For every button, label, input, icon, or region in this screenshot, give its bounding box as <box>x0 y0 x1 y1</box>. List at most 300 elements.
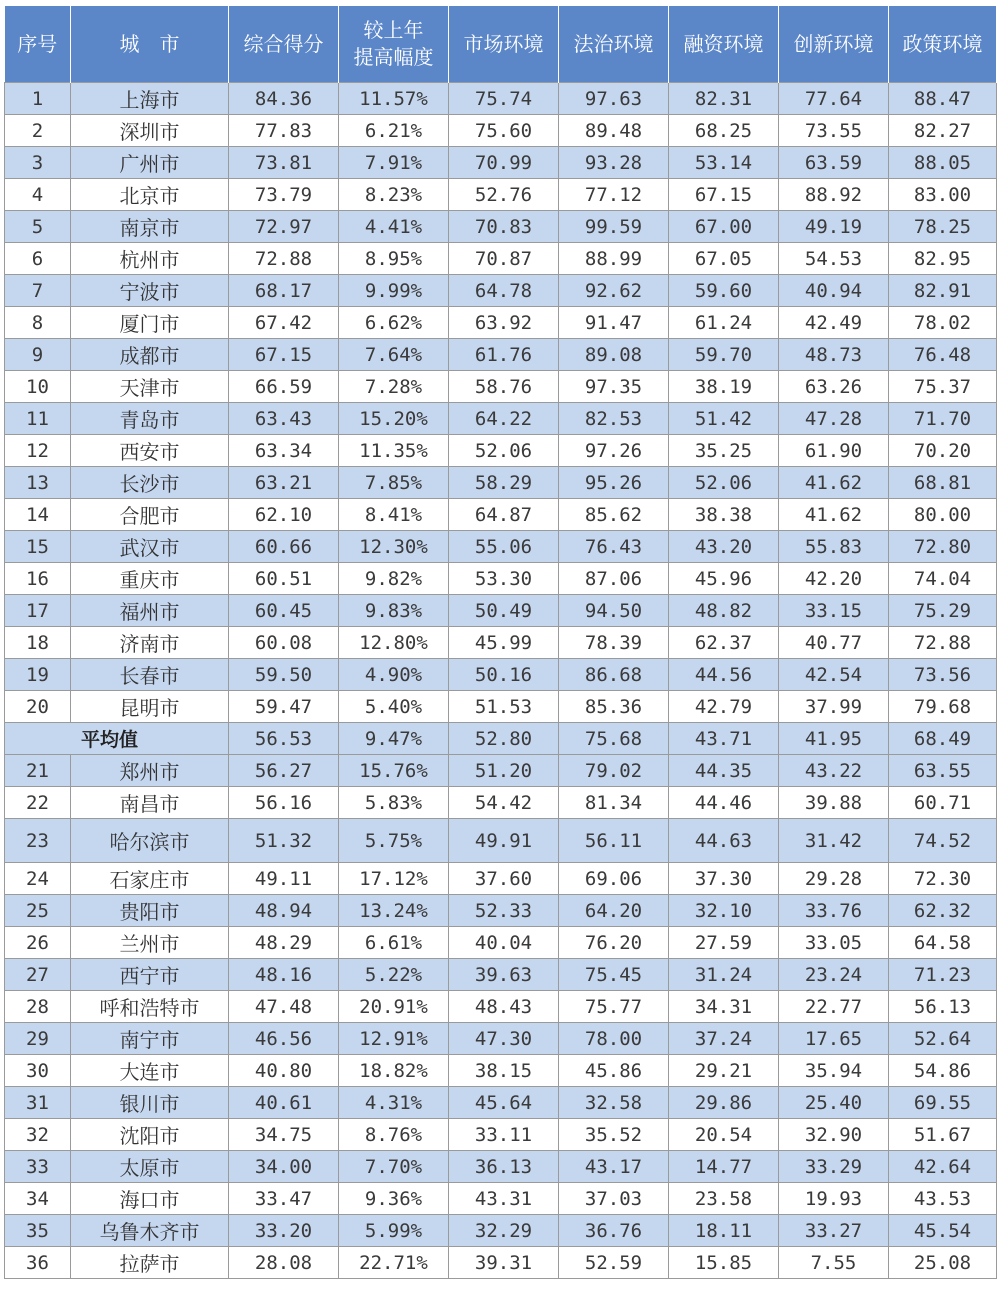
finance-cell: 82.31 <box>669 83 779 115</box>
market-cell: 36.13 <box>449 1151 559 1183</box>
score-cell: 34.75 <box>229 1119 339 1151</box>
score-cell: 67.15 <box>229 339 339 371</box>
score-cell: 60.45 <box>229 595 339 627</box>
innovation-cell: 35.94 <box>779 1055 889 1087</box>
score-cell: 72.88 <box>229 243 339 275</box>
law-cell: 89.08 <box>559 339 669 371</box>
finance-cell: 38.38 <box>669 499 779 531</box>
rank-cell: 21 <box>5 755 71 787</box>
market-cell: 49.91 <box>449 819 559 863</box>
law-cell: 82.53 <box>559 403 669 435</box>
rank-cell: 31 <box>5 1087 71 1119</box>
finance-cell: 43.20 <box>669 531 779 563</box>
innovation-cell: 63.26 <box>779 371 889 403</box>
score-cell: 59.50 <box>229 659 339 691</box>
market-cell: 45.99 <box>449 627 559 659</box>
city-cell: 青岛市 <box>71 403 229 435</box>
law-cell: 86.68 <box>559 659 669 691</box>
growth-cell: 13.24% <box>339 895 449 927</box>
market-cell: 70.99 <box>449 147 559 179</box>
finance-cell: 32.10 <box>669 895 779 927</box>
table-row <box>5 1215 997 1247</box>
finance-cell: 35.25 <box>669 435 779 467</box>
market-cell: 70.87 <box>449 243 559 275</box>
rank-cell: 18 <box>5 627 71 659</box>
market-cell: 55.06 <box>449 531 559 563</box>
growth-cell: 17.12% <box>339 863 449 895</box>
law-cell: 56.11 <box>559 819 669 863</box>
finance-cell: 29.86 <box>669 1087 779 1119</box>
market-cell: 75.60 <box>449 115 559 147</box>
law-cell: 37.03 <box>559 1183 669 1215</box>
policy-cell: 64.58 <box>889 927 997 959</box>
score-cell: 68.17 <box>229 275 339 307</box>
rank-cell: 15 <box>5 531 71 563</box>
score-cell: 77.83 <box>229 115 339 147</box>
finance-cell: 44.63 <box>669 819 779 863</box>
law-cell: 97.26 <box>559 435 669 467</box>
city-cell: 杭州市 <box>71 243 229 275</box>
growth-cell: 6.61% <box>339 927 449 959</box>
policy-cell: 82.27 <box>889 115 997 147</box>
innovation-cell: 41.62 <box>779 499 889 531</box>
market-cell: 52.76 <box>449 179 559 211</box>
city-cell: 成都市 <box>71 339 229 371</box>
rank-cell: 35 <box>5 1215 71 1247</box>
law-cell: 97.63 <box>559 83 669 115</box>
growth-cell: 5.40% <box>339 691 449 723</box>
innovation-cell: 47.28 <box>779 403 889 435</box>
growth-cell: 7.28% <box>339 371 449 403</box>
innovation-cell: 32.90 <box>779 1119 889 1151</box>
table-row <box>5 211 997 243</box>
growth-cell: 9.83% <box>339 595 449 627</box>
policy-cell: 74.04 <box>889 563 997 595</box>
growth-cell: 18.82% <box>339 1055 449 1087</box>
law-cell: 36.76 <box>559 1215 669 1247</box>
policy-cell: 75.37 <box>889 371 997 403</box>
law-cell: 75.77 <box>559 991 669 1023</box>
rank-cell: 13 <box>5 467 71 499</box>
growth-cell: 9.99% <box>339 275 449 307</box>
finance-cell: 48.82 <box>669 595 779 627</box>
growth-cell: 7.64% <box>339 339 449 371</box>
table-row <box>5 1023 997 1055</box>
policy-cell: 83.00 <box>889 179 997 211</box>
policy-cell: 70.20 <box>889 435 997 467</box>
city-cell: 太原市 <box>71 1151 229 1183</box>
market-cell: 61.76 <box>449 339 559 371</box>
table-row <box>5 467 997 499</box>
rank-cell: 2 <box>5 115 71 147</box>
policy-cell: 68.49 <box>889 723 997 755</box>
city-cell: 重庆市 <box>71 563 229 595</box>
rank-cell: 25 <box>5 895 71 927</box>
growth-cell: 15.76% <box>339 755 449 787</box>
rank-cell: 30 <box>5 1055 71 1087</box>
growth-cell: 5.22% <box>339 959 449 991</box>
policy-cell: 51.67 <box>889 1119 997 1151</box>
market-cell: 53.30 <box>449 563 559 595</box>
market-cell: 64.87 <box>449 499 559 531</box>
city-cell: 兰州市 <box>71 927 229 959</box>
innovation-cell: 63.59 <box>779 147 889 179</box>
policy-cell: 69.55 <box>889 1087 997 1119</box>
table-row <box>5 927 997 959</box>
score-cell: 60.66 <box>229 531 339 563</box>
finance-cell: 34.31 <box>669 991 779 1023</box>
policy-cell: 54.86 <box>889 1055 997 1087</box>
innovation-cell: 40.77 <box>779 627 889 659</box>
law-cell: 76.20 <box>559 927 669 959</box>
finance-cell: 37.30 <box>669 863 779 895</box>
rank-cell: 26 <box>5 927 71 959</box>
finance-cell: 37.24 <box>669 1023 779 1055</box>
table-row <box>5 307 997 339</box>
finance-cell: 62.37 <box>669 627 779 659</box>
policy-cell: 60.71 <box>889 787 997 819</box>
finance-cell: 44.46 <box>669 787 779 819</box>
finance-cell: 23.58 <box>669 1183 779 1215</box>
average-label: 平均值 <box>5 723 229 755</box>
market-cell: 43.31 <box>449 1183 559 1215</box>
table-row <box>5 563 997 595</box>
growth-cell: 8.76% <box>339 1119 449 1151</box>
table-row <box>5 863 997 895</box>
law-cell: 97.35 <box>559 371 669 403</box>
law-cell: 87.06 <box>559 563 669 595</box>
policy-cell: 62.32 <box>889 895 997 927</box>
city-cell: 宁波市 <box>71 275 229 307</box>
city-cell: 郑州市 <box>71 755 229 787</box>
rank-cell: 19 <box>5 659 71 691</box>
growth-cell: 22.71% <box>339 1247 449 1279</box>
city-cell: 西安市 <box>71 435 229 467</box>
law-cell: 99.59 <box>559 211 669 243</box>
city-cell: 大连市 <box>71 1055 229 1087</box>
table-row <box>5 115 997 147</box>
city-cell: 深圳市 <box>71 115 229 147</box>
innovation-cell: 25.40 <box>779 1087 889 1119</box>
innovation-cell: 48.73 <box>779 339 889 371</box>
finance-cell: 29.21 <box>669 1055 779 1087</box>
growth-cell: 12.91% <box>339 1023 449 1055</box>
policy-cell: 71.23 <box>889 959 997 991</box>
score-cell: 49.11 <box>229 863 339 895</box>
city-cell: 济南市 <box>71 627 229 659</box>
table-header-row <box>5 6 997 83</box>
finance-cell: 43.71 <box>669 723 779 755</box>
rank-cell: 11 <box>5 403 71 435</box>
score-cell: 72.97 <box>229 211 339 243</box>
policy-cell: 79.68 <box>889 691 997 723</box>
city-cell: 上海市 <box>71 83 229 115</box>
growth-cell: 4.31% <box>339 1087 449 1119</box>
city-cell: 广州市 <box>71 147 229 179</box>
growth-cell: 7.70% <box>339 1151 449 1183</box>
policy-header: 政策环境 <box>889 6 997 83</box>
finance-cell: 51.42 <box>669 403 779 435</box>
table-row <box>5 371 997 403</box>
city-cell: 西宁市 <box>71 959 229 991</box>
ranking-table <box>4 6 997 1279</box>
policy-cell: 25.08 <box>889 1247 997 1279</box>
rank-cell: 6 <box>5 243 71 275</box>
table-row <box>5 787 997 819</box>
law-cell: 75.45 <box>559 959 669 991</box>
table-row <box>5 339 997 371</box>
law-cell: 78.39 <box>559 627 669 659</box>
law-cell: 81.34 <box>559 787 669 819</box>
city-cell: 合肥市 <box>71 499 229 531</box>
market-cell: 39.63 <box>449 959 559 991</box>
innovation-cell: 42.54 <box>779 659 889 691</box>
finance-cell: 45.96 <box>669 563 779 595</box>
city-cell: 沈阳市 <box>71 1119 229 1151</box>
score-cell: 63.43 <box>229 403 339 435</box>
policy-cell: 42.64 <box>889 1151 997 1183</box>
market-cell: 37.60 <box>449 863 559 895</box>
city-header: 城 市 <box>71 6 229 83</box>
innovation-cell: 41.62 <box>779 467 889 499</box>
score-cell: 60.08 <box>229 627 339 659</box>
innovation-cell: 43.22 <box>779 755 889 787</box>
innovation-cell: 73.55 <box>779 115 889 147</box>
market-cell: 51.20 <box>449 755 559 787</box>
score-cell: 46.56 <box>229 1023 339 1055</box>
law-cell: 95.26 <box>559 467 669 499</box>
policy-cell: 88.47 <box>889 83 997 115</box>
table-row <box>5 83 997 115</box>
policy-cell: 78.25 <box>889 211 997 243</box>
innovation-cell: 77.64 <box>779 83 889 115</box>
finance-cell: 14.77 <box>669 1151 779 1183</box>
city-cell: 天津市 <box>71 371 229 403</box>
innovation-cell: 55.83 <box>779 531 889 563</box>
market-cell: 47.30 <box>449 1023 559 1055</box>
score-cell: 48.29 <box>229 927 339 959</box>
city-cell: 长春市 <box>71 659 229 691</box>
policy-cell: 52.64 <box>889 1023 997 1055</box>
innovation-cell: 54.53 <box>779 243 889 275</box>
rank-cell: 5 <box>5 211 71 243</box>
law-cell: 85.62 <box>559 499 669 531</box>
growth-header: 较上年 提高幅度 <box>339 6 449 83</box>
finance-cell: 31.24 <box>669 959 779 991</box>
finance-cell: 42.79 <box>669 691 779 723</box>
innovation-cell: 29.28 <box>779 863 889 895</box>
policy-cell: 71.70 <box>889 403 997 435</box>
score-cell: 48.16 <box>229 959 339 991</box>
score-cell: 33.20 <box>229 1215 339 1247</box>
score-cell: 60.51 <box>229 563 339 595</box>
market-cell: 48.43 <box>449 991 559 1023</box>
city-cell: 厦门市 <box>71 307 229 339</box>
market-cell: 33.11 <box>449 1119 559 1151</box>
city-cell: 海口市 <box>71 1183 229 1215</box>
city-cell: 银川市 <box>71 1087 229 1119</box>
table-row <box>5 531 997 563</box>
finance-cell: 18.11 <box>669 1215 779 1247</box>
table-row <box>5 659 997 691</box>
policy-cell: 76.48 <box>889 339 997 371</box>
innovation-cell: 42.20 <box>779 563 889 595</box>
policy-cell: 82.95 <box>889 243 997 275</box>
policy-cell: 56.13 <box>889 991 997 1023</box>
policy-cell: 73.56 <box>889 659 997 691</box>
score-cell: 28.08 <box>229 1247 339 1279</box>
growth-cell: 9.36% <box>339 1183 449 1215</box>
rank-cell: 32 <box>5 1119 71 1151</box>
score-cell: 40.61 <box>229 1087 339 1119</box>
market-cell: 39.31 <box>449 1247 559 1279</box>
innovation-cell: 39.88 <box>779 787 889 819</box>
rank-cell: 22 <box>5 787 71 819</box>
market-cell: 54.42 <box>449 787 559 819</box>
table-row <box>5 1183 997 1215</box>
score-header: 综合得分 <box>229 6 339 83</box>
law-cell: 93.28 <box>559 147 669 179</box>
policy-cell: 80.00 <box>889 499 997 531</box>
finance-cell: 59.70 <box>669 339 779 371</box>
table-row <box>5 243 997 275</box>
table-row <box>5 1247 997 1279</box>
finance-header: 融资环境 <box>669 6 779 83</box>
finance-cell: 67.00 <box>669 211 779 243</box>
growth-cell: 5.75% <box>339 819 449 863</box>
growth-cell: 5.99% <box>339 1215 449 1247</box>
table-row <box>5 147 997 179</box>
average-row <box>5 723 997 755</box>
market-cell: 50.49 <box>449 595 559 627</box>
city-cell: 贵阳市 <box>71 895 229 927</box>
score-cell: 48.94 <box>229 895 339 927</box>
growth-cell: 11.57% <box>339 83 449 115</box>
score-cell: 33.47 <box>229 1183 339 1215</box>
score-cell: 40.80 <box>229 1055 339 1087</box>
table-row <box>5 499 997 531</box>
law-cell: 43.17 <box>559 1151 669 1183</box>
city-cell: 石家庄市 <box>71 863 229 895</box>
growth-cell: 8.23% <box>339 179 449 211</box>
table-row <box>5 595 997 627</box>
growth-cell: 7.85% <box>339 467 449 499</box>
law-header: 法治环境 <box>559 6 669 83</box>
rank-header: 序号 <box>5 6 71 83</box>
score-cell: 62.10 <box>229 499 339 531</box>
law-cell: 52.59 <box>559 1247 669 1279</box>
finance-cell: 15.85 <box>669 1247 779 1279</box>
score-cell: 73.79 <box>229 179 339 211</box>
score-cell: 56.16 <box>229 787 339 819</box>
table-row <box>5 691 997 723</box>
policy-cell: 78.02 <box>889 307 997 339</box>
innovation-cell: 88.92 <box>779 179 889 211</box>
table-row <box>5 435 997 467</box>
law-cell: 35.52 <box>559 1119 669 1151</box>
table-body <box>5 83 997 1279</box>
market-cell: 64.22 <box>449 403 559 435</box>
innovation-cell: 7.55 <box>779 1247 889 1279</box>
growth-cell: 4.90% <box>339 659 449 691</box>
finance-cell: 27.59 <box>669 927 779 959</box>
city-cell: 南昌市 <box>71 787 229 819</box>
rank-cell: 34 <box>5 1183 71 1215</box>
law-cell: 85.36 <box>559 691 669 723</box>
innovation-cell: 33.29 <box>779 1151 889 1183</box>
rank-cell: 12 <box>5 435 71 467</box>
growth-cell: 12.30% <box>339 531 449 563</box>
market-cell: 70.83 <box>449 211 559 243</box>
law-cell: 92.62 <box>559 275 669 307</box>
growth-cell: 15.20% <box>339 403 449 435</box>
finance-cell: 67.05 <box>669 243 779 275</box>
market-cell: 40.04 <box>449 927 559 959</box>
innovation-cell: 37.99 <box>779 691 889 723</box>
market-cell: 58.76 <box>449 371 559 403</box>
city-cell: 乌鲁木齐市 <box>71 1215 229 1247</box>
market-cell: 58.29 <box>449 467 559 499</box>
market-cell: 32.29 <box>449 1215 559 1247</box>
law-cell: 89.48 <box>559 115 669 147</box>
innovation-header: 创新环境 <box>779 6 889 83</box>
policy-cell: 72.88 <box>889 627 997 659</box>
score-cell: 56.53 <box>229 723 339 755</box>
growth-cell: 5.83% <box>339 787 449 819</box>
innovation-cell: 61.90 <box>779 435 889 467</box>
innovation-cell: 33.76 <box>779 895 889 927</box>
growth-cell: 6.21% <box>339 115 449 147</box>
market-cell: 64.78 <box>449 275 559 307</box>
score-cell: 59.47 <box>229 691 339 723</box>
policy-cell: 82.91 <box>889 275 997 307</box>
finance-cell: 44.56 <box>669 659 779 691</box>
law-cell: 88.99 <box>559 243 669 275</box>
finance-cell: 20.54 <box>669 1119 779 1151</box>
innovation-cell: 33.27 <box>779 1215 889 1247</box>
rank-cell: 24 <box>5 863 71 895</box>
policy-cell: 72.80 <box>889 531 997 563</box>
table-row <box>5 275 997 307</box>
rank-cell: 29 <box>5 1023 71 1055</box>
rank-cell: 23 <box>5 819 71 863</box>
market-cell: 52.06 <box>449 435 559 467</box>
table-row <box>5 1119 997 1151</box>
policy-cell: 88.05 <box>889 147 997 179</box>
market-header: 市场环境 <box>449 6 559 83</box>
city-cell: 长沙市 <box>71 467 229 499</box>
growth-cell: 8.41% <box>339 499 449 531</box>
table-row <box>5 403 997 435</box>
law-cell: 64.20 <box>559 895 669 927</box>
market-cell: 50.16 <box>449 659 559 691</box>
finance-cell: 61.24 <box>669 307 779 339</box>
rank-cell: 14 <box>5 499 71 531</box>
innovation-cell: 49.19 <box>779 211 889 243</box>
finance-cell: 44.35 <box>669 755 779 787</box>
innovation-cell: 23.24 <box>779 959 889 991</box>
innovation-cell: 33.05 <box>779 927 889 959</box>
rank-cell: 28 <box>5 991 71 1023</box>
growth-cell: 12.80% <box>339 627 449 659</box>
innovation-cell: 42.49 <box>779 307 889 339</box>
table-row <box>5 1151 997 1183</box>
rank-cell: 1 <box>5 83 71 115</box>
table-row <box>5 179 997 211</box>
innovation-cell: 41.95 <box>779 723 889 755</box>
law-cell: 79.02 <box>559 755 669 787</box>
innovation-cell: 19.93 <box>779 1183 889 1215</box>
